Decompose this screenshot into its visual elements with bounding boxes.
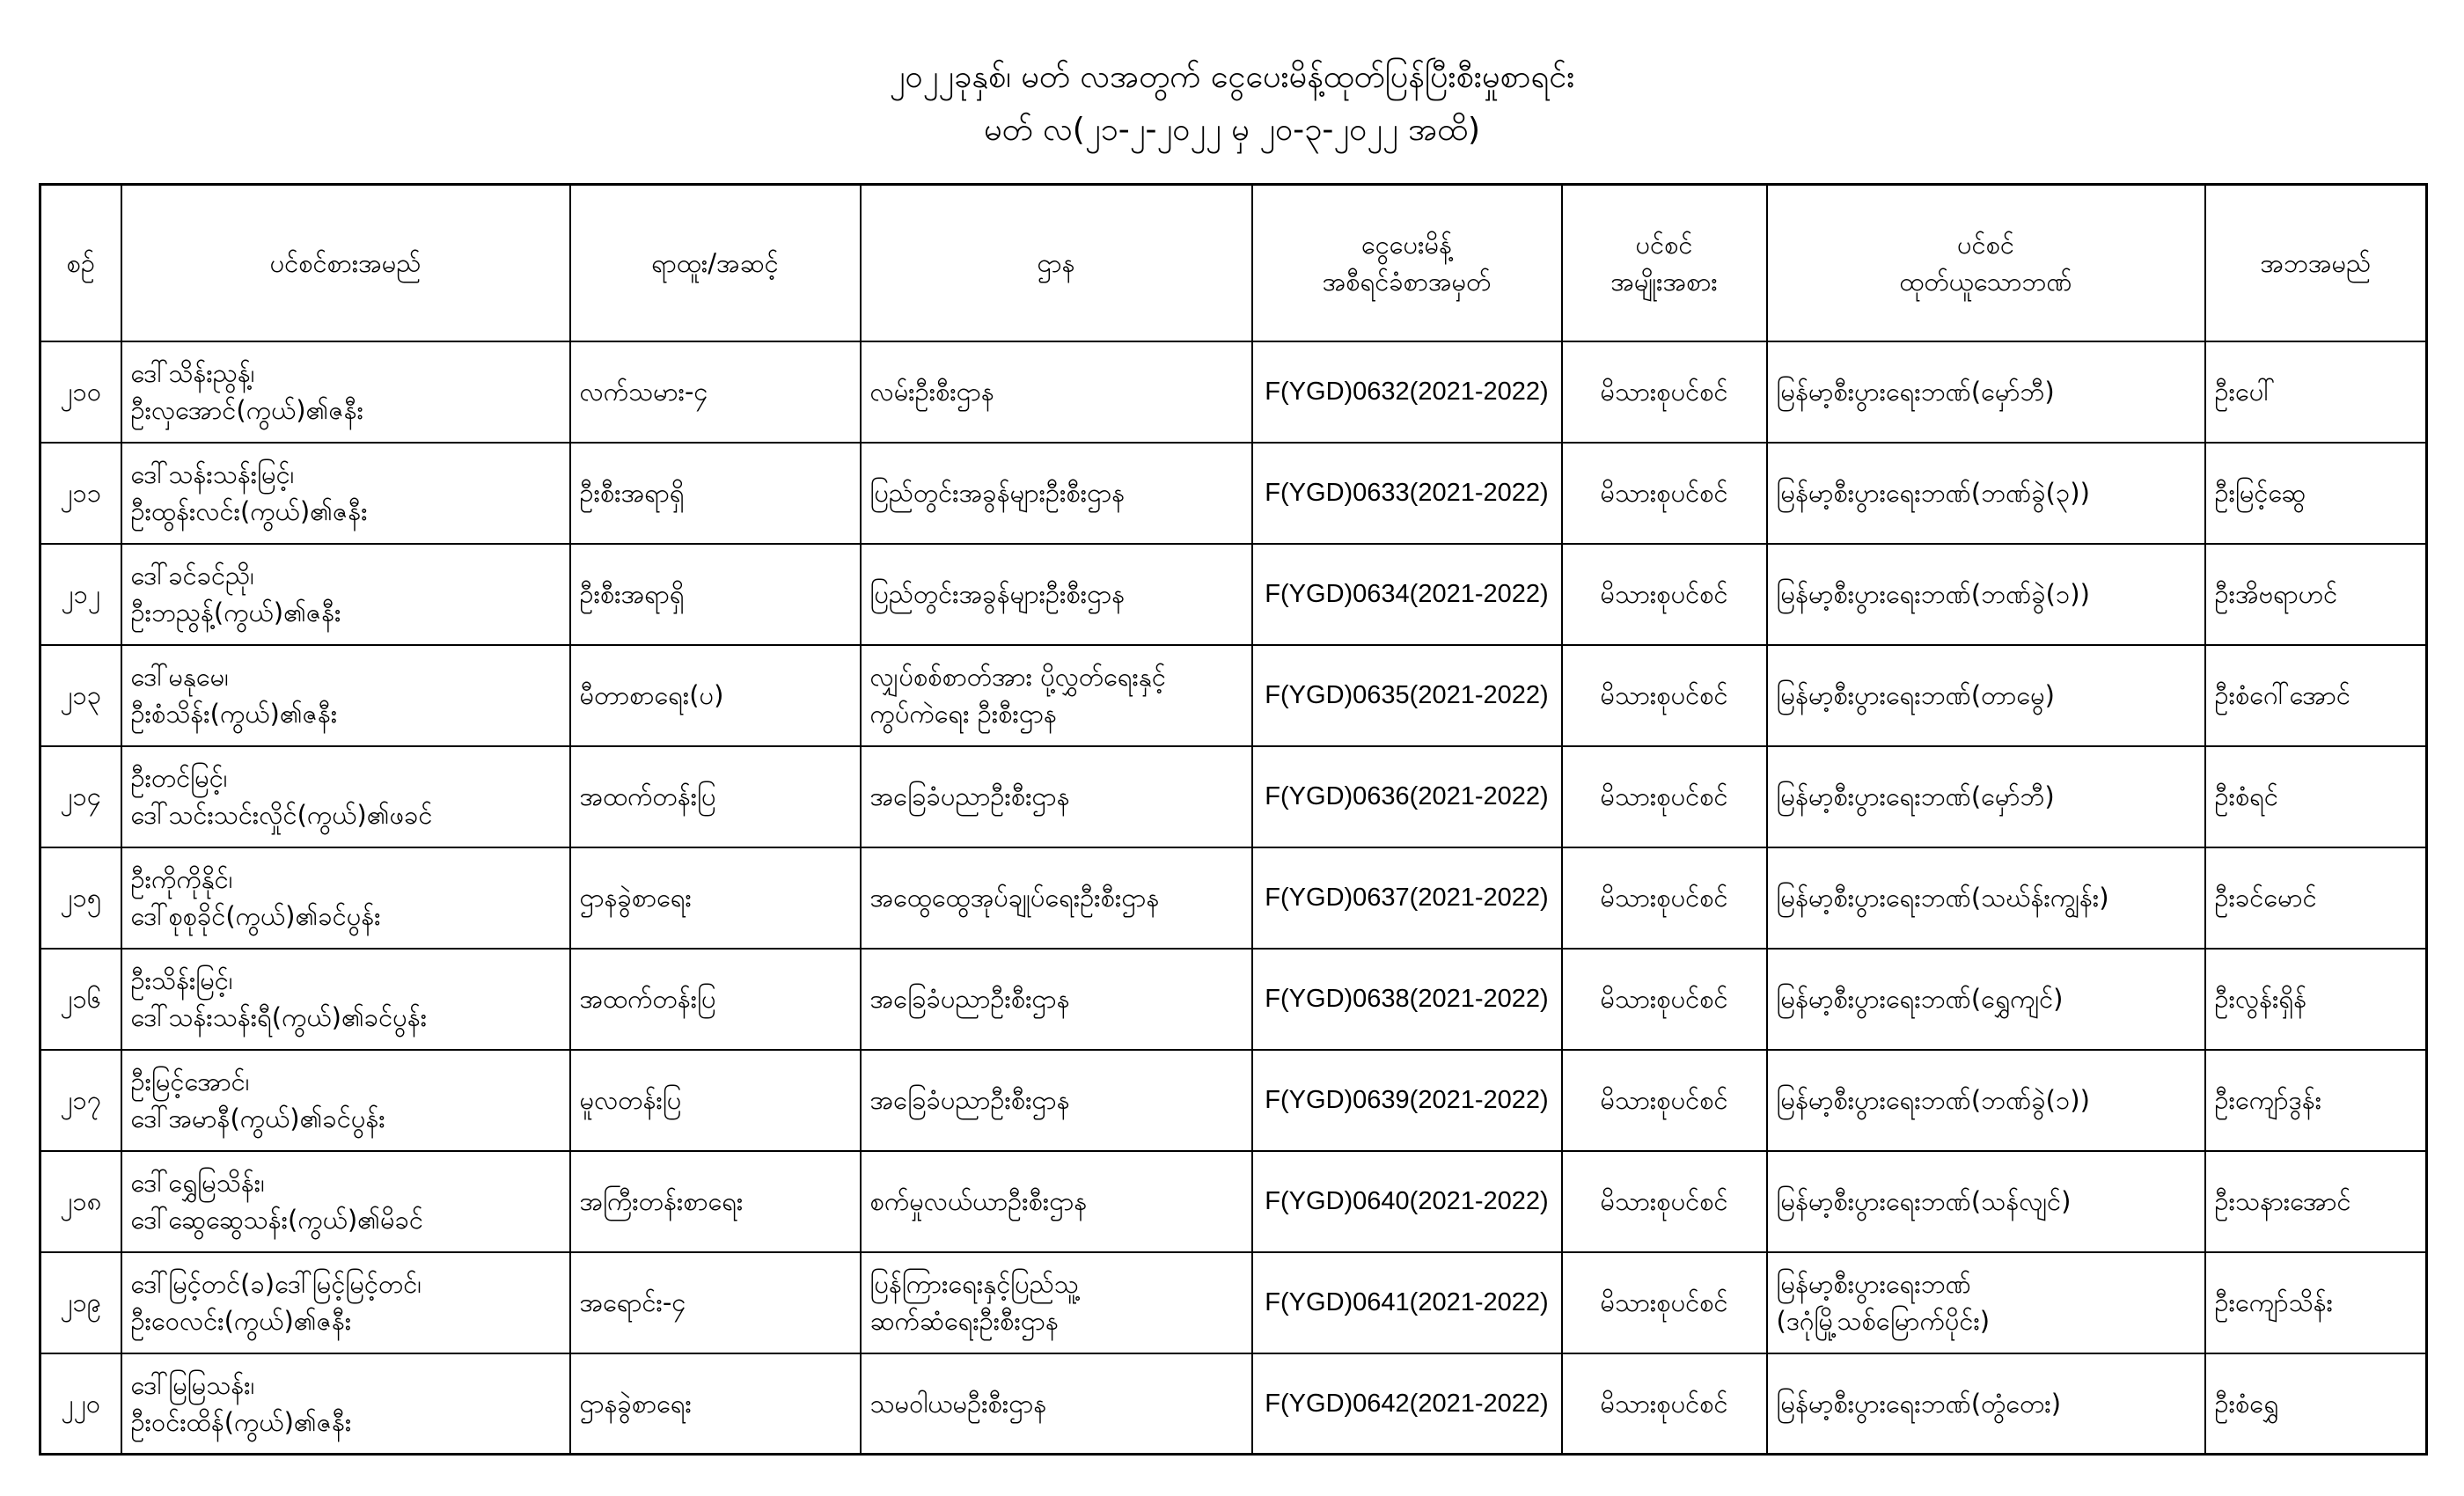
table-row	[40, 341, 2427, 443]
cell-name-line2: ဦးစံသိန်း(ကွယ်)၏ဇနီး	[130, 699, 338, 729]
cell-rank: မူလတန်းပြ	[570, 1050, 861, 1151]
cell-order-no: F(YGD)0641(2021-2022)	[1252, 1252, 1562, 1353]
cell-order-no: F(YGD)0638(2021-2022)	[1252, 949, 1562, 1050]
cell-pension-type: မိသားစုပင်စင်	[1562, 847, 1767, 949]
cell-no: ၂၁၁	[40, 443, 121, 544]
cell-name-line2: ဒေါ်သင်းသင်းလှိုင်(ကွယ်)၏ဖခင်	[130, 800, 433, 830]
cell-department-line1: ပြည်တွင်းအခွန်များဦးစီးဌာန	[869, 478, 1126, 508]
col-header-order-no	[1252, 185, 1562, 341]
table-row	[40, 544, 2427, 645]
cell-name-line1: ဒေါ်မြမြသန်း၊	[130, 1369, 255, 1400]
cell-department	[861, 341, 1252, 443]
cell-pension-type: မိသားစုပင်စင်	[1562, 1353, 1767, 1455]
cell-bank	[1767, 645, 2205, 746]
cell-bank-line1: မြန်မာ့စီးပွားရေးဘဏ်(တွံတေး)	[1776, 1388, 2062, 1419]
cell-name-line1: ဒေါ်ခင်ခင်ညို၊	[130, 561, 254, 590]
cell-name-line2: ဒေါ်စုစုခိုင်(ကွယ်)၏ခင်ပွန်း	[130, 901, 381, 931]
cell-name	[121, 949, 570, 1050]
cell-name-line2: ဦးဝေလင်း(ကွယ်)၏ဇနီး	[130, 1306, 352, 1336]
cell-bank	[1767, 847, 2205, 949]
cell-name	[121, 746, 570, 847]
cell-name-line2: ဦးဘညွန့်(ကွယ်)၏ဇနီး	[130, 598, 341, 627]
col-header-bank	[1767, 185, 2205, 341]
cell-rank: လက်သမား-၄	[570, 341, 861, 443]
cell-name-line1: ဦးတင်မြင့်၊	[130, 763, 228, 793]
cell-name-line1: ဒေါ်မနုမေ၊	[130, 662, 229, 692]
cell-order-no: F(YGD)0634(2021-2022)	[1252, 544, 1562, 645]
cell-pension-type: မိသားစုပင်စင်	[1562, 341, 1767, 443]
cell-department	[861, 949, 1252, 1050]
cell-order-no: F(YGD)0637(2021-2022)	[1252, 847, 1562, 949]
table-row	[40, 847, 2427, 949]
cell-name-line2: ဒေါ်သန်းသန်းရီ(ကွယ်)၏ခင်ပွန်း	[130, 1002, 428, 1032]
cell-department-line1: လျှပ်စစ်စာတ်အား ပို့လွှတ်ရေးနှင့်	[869, 662, 1166, 692]
cell-father-name: ဦးစံရင်	[2205, 746, 2427, 847]
table-header-row	[40, 185, 2427, 341]
cell-bank-line1: မြန်မာ့စီးပွားရေးဘဏ်(တာမွေ)	[1776, 680, 2055, 710]
col-header-father: အဘအမည်	[2205, 185, 2427, 341]
cell-pension-type: မိသားစုပင်စင်	[1562, 1050, 1767, 1151]
cell-father-name: ဦးမြင့်ဆွေ	[2205, 443, 2427, 544]
cell-department-line1: သမဝါယမဦးစီးဌာန	[869, 1388, 1047, 1419]
cell-name-line1: ဒေါ်သိန်းညွန့်၊	[130, 358, 255, 388]
col-header-bank-line1: ပင်စင်	[1956, 229, 2015, 260]
cell-name	[121, 645, 570, 746]
cell-department	[861, 1151, 1252, 1252]
cell-bank-line2: (ဒဂုံမြို့သစ်မြောက်ပိုင်း)	[1776, 1306, 1991, 1336]
cell-no: ၂၁၀	[40, 341, 121, 443]
col-header-rank: ရာထူး/အဆင့်	[570, 185, 861, 341]
col-header-name: ပင်စင်စားအမည်	[121, 185, 570, 341]
cell-department-line2: ဆက်ဆံရေးဦးစီးဌာန	[869, 1306, 1059, 1336]
cell-pension-type: မိသားစုပင်စင်	[1562, 949, 1767, 1050]
cell-order-no: F(YGD)0642(2021-2022)	[1252, 1353, 1562, 1455]
cell-rank: ဌာနခွဲစာရေး	[570, 1353, 861, 1455]
cell-department	[861, 544, 1252, 645]
cell-order-no: F(YGD)0633(2021-2022)	[1252, 443, 1562, 544]
cell-bank	[1767, 1050, 2205, 1151]
cell-rank: ဦးစီးအရာရှိ	[570, 443, 861, 544]
cell-rank: အထက်တန်းပြ	[570, 949, 861, 1050]
cell-name	[121, 1353, 570, 1455]
cell-pension-type: မိသားစုပင်စင်	[1562, 746, 1767, 847]
cell-name-line1: ဦးသိန်းမြင့်၊	[130, 965, 233, 995]
cell-name	[121, 544, 570, 645]
cell-bank	[1767, 1353, 2205, 1455]
cell-name	[121, 1151, 570, 1252]
cell-bank	[1767, 341, 2205, 443]
cell-father-name: ဦးကျော်ဒွန်း	[2205, 1050, 2427, 1151]
cell-rank: အထက်တန်းပြ	[570, 746, 861, 847]
cell-rank: ဦးစီးအရာရှိ	[570, 544, 861, 645]
table-row	[40, 1151, 2427, 1252]
cell-father-name: ဦးအိဗရာဟင်	[2205, 544, 2427, 645]
cell-father-name: ဦးလွန်းရှိန်	[2205, 949, 2427, 1050]
cell-name-line2: ဦးလှအောင်(ကွယ်)၏ဇနီး	[130, 395, 363, 425]
cell-bank-line1: မြန်မာ့စီးပွားရေးဘဏ်(မှော်ဘီ)	[1776, 781, 2055, 811]
cell-department-line1: အထွေထွေအုပ်ချုပ်ရေးဦးစီးဌာန	[869, 883, 1160, 913]
cell-no: ၂၁၅	[40, 847, 121, 949]
cell-department	[861, 746, 1252, 847]
cell-name	[121, 847, 570, 949]
cell-pension-type: မိသားစုပင်စင်	[1562, 443, 1767, 544]
cell-name-line1: ဒေါ်ရွှေမြသိန်း၊	[130, 1168, 265, 1198]
cell-pension-type: မိသားစုပင်စင်	[1562, 645, 1767, 746]
cell-department-line1: အခြေခံပညာဦးစီးဌာန	[869, 781, 1070, 811]
cell-name-line2: ဒေါ်အမာနီ(ကွယ်)၏ခင်ပွန်း	[130, 1104, 385, 1133]
cell-name-line2: ဦးထွန်းလင်း(ကွယ်)၏ဇနီး	[130, 496, 368, 526]
cell-department-line1: စက်မှုလယ်ယာဦးစီးဌာန	[869, 1186, 1088, 1216]
cell-name-line1: ဒေါ်မြင့်တင်(ခ)ဒေါ်မြင့်မြင့်တင်၊	[130, 1269, 422, 1299]
cell-bank-line1: မြန်မာ့စီးပွားရေးဘဏ်(ဘဏ်ခွဲ(၁))	[1776, 579, 2090, 609]
cell-department	[861, 1353, 1252, 1455]
document-title: ၂၀၂၂ခုနှစ်၊ မတ် လအတွက် ငွေပေးမိန့်ထုတ်ပြန်ပြီးစီးမှုစာရင်း	[889, 59, 1575, 95]
cell-department	[861, 1050, 1252, 1151]
col-header-department: ဌာန	[861, 185, 1252, 341]
cell-name-line2: ဦးဝင်းထိန်(ကွယ်)၏ဇနီး	[130, 1406, 352, 1437]
cell-pension-type: မိသားစုပင်စင်	[1562, 1252, 1767, 1353]
cell-department	[861, 645, 1252, 746]
table-row	[40, 1050, 2427, 1151]
cell-no: ၂၁၂	[40, 544, 121, 645]
col-header-bank-line2: ထုတ်ယူသောဘဏ်	[1899, 266, 2072, 297]
col-header-type-line1: ပင်စင်	[1635, 229, 1693, 260]
cell-bank-line1: မြန်မာ့စီးပွားရေးဘဏ်(ဘဏ်ခွဲ(၃))	[1776, 478, 2090, 508]
cell-name-line1: ဒေါ်သန်းသန်းမြင့်၊	[130, 459, 295, 489]
pension-table	[39, 183, 2428, 1456]
cell-bank-line1: မြန်မာ့စီးပွားရေးဘဏ်(သဃ်န်းကျွန်း)	[1776, 883, 2109, 913]
cell-department	[861, 1252, 1252, 1353]
cell-order-no: F(YGD)0632(2021-2022)	[1252, 341, 1562, 443]
cell-bank-line1: မြန်မာ့စီးပွားရေးဘဏ်(မှော်ဘီ)	[1776, 377, 2055, 407]
cell-bank	[1767, 1252, 2205, 1353]
cell-rank: အရောင်း-၄	[570, 1252, 861, 1353]
cell-pension-type: မိသားစုပင်စင်	[1562, 544, 1767, 645]
cell-father-name: ဦးပေါ်	[2205, 341, 2427, 443]
col-header-type-line2: အမျိုးအစား	[1610, 266, 1718, 297]
cell-bank	[1767, 1151, 2205, 1252]
cell-pension-type: မိသားစုပင်စင်	[1562, 1151, 1767, 1252]
cell-bank	[1767, 443, 2205, 544]
cell-rank: အကြီးတန်းစာရေး	[570, 1151, 861, 1252]
cell-order-no: F(YGD)0639(2021-2022)	[1252, 1050, 1562, 1151]
cell-rank: မီတာစာရေး(ပ)	[570, 645, 861, 746]
table-row	[40, 443, 2427, 544]
cell-name	[121, 1252, 570, 1353]
cell-bank	[1767, 949, 2205, 1050]
cell-no: ၂၁၉	[40, 1252, 121, 1353]
table-row	[40, 949, 2427, 1050]
col-header-no: စဉ်	[40, 185, 121, 341]
cell-no: ၂၁၇	[40, 1050, 121, 1151]
cell-bank-line1: မြန်မာ့စီးပွားရေးဘဏ်(ဘဏ်ခွဲ(၁))	[1776, 1085, 2090, 1115]
cell-name-line1: ဦးမြင့်အောင်၊	[130, 1067, 250, 1096]
cell-bank-line1: မြန်မာ့စီးပွားရေးဘဏ်(ရွှေကျင်)	[1776, 984, 2064, 1014]
cell-no: ၂၁၆	[40, 949, 121, 1050]
cell-department-line2: ကွပ်ကဲရေး ဦးစီးဌာန	[869, 699, 1057, 729]
cell-no: ၂၁၈	[40, 1151, 121, 1252]
document-subtitle-period: မတ် လ(၂၁-၂-၂၀၂၂ မှ ၂၀-၃-၂၀၂၂ အထိ)	[983, 112, 1480, 148]
cell-name	[121, 341, 570, 443]
cell-father-name: ဦးစံဂေါ်အောင်	[2205, 645, 2427, 746]
cell-order-no: F(YGD)0636(2021-2022)	[1252, 746, 1562, 847]
cell-father-name: ဦးကျော်သိန်း	[2205, 1252, 2427, 1353]
cell-name	[121, 1050, 570, 1151]
cell-department-line1: ပြည်တွင်းအခွန်များဦးစီးဌာန	[869, 579, 1126, 609]
table-body	[40, 341, 2427, 1455]
cell-name-line1: ဦးကိုကိုနိုင်၊	[130, 864, 233, 894]
cell-department-line1: လမ်းဦးစီးဌာန	[869, 377, 994, 407]
cell-no: ၂၁၃	[40, 645, 121, 746]
table-row	[40, 746, 2427, 847]
cell-department-line1: အခြေခံပညာဦးစီးဌာန	[869, 984, 1070, 1014]
cell-bank-line1: မြန်မာ့စီးပွားရေးဘဏ်	[1776, 1269, 1971, 1299]
cell-department-line1: အခြေခံပညာဦးစီးဌာန	[869, 1085, 1070, 1115]
cell-department	[861, 847, 1252, 949]
cell-name-line2: ဒေါ်ဆွေဆွေသန်း(ကွယ်)၏မိခင်	[130, 1205, 423, 1235]
col-header-order-no-line1: ငွေပေးမိန့်	[1360, 229, 1453, 260]
cell-name	[121, 443, 570, 544]
cell-father-name: ဦးခင်မောင်	[2205, 847, 2427, 949]
col-header-type	[1562, 185, 1767, 341]
cell-no: ၂၁၄	[40, 746, 121, 847]
cell-rank: ဌာနခွဲစာရေး	[570, 847, 861, 949]
table-row	[40, 1353, 2427, 1455]
cell-bank	[1767, 544, 2205, 645]
cell-bank	[1767, 746, 2205, 847]
cell-bank-line1: မြန်မာ့စီးပွားရေးဘဏ်(သန်လျင်)	[1776, 1186, 2072, 1216]
cell-department	[861, 443, 1252, 544]
cell-father-name: ဦးသနားအောင်	[2205, 1151, 2427, 1252]
cell-no: ၂၂၀	[40, 1353, 121, 1455]
table-row	[40, 645, 2427, 746]
table-row	[40, 1252, 2427, 1353]
col-header-order-no-line2: အစီရင်ခံစာအမှတ်	[1322, 266, 1492, 297]
cell-father-name: ဦးစံရွှေ	[2205, 1353, 2427, 1455]
cell-department-line1: ပြန်ကြားရေးနှင့်ပြည်သူ့	[869, 1269, 1079, 1299]
cell-order-no: F(YGD)0635(2021-2022)	[1252, 645, 1562, 746]
cell-order-no: F(YGD)0640(2021-2022)	[1252, 1151, 1562, 1252]
